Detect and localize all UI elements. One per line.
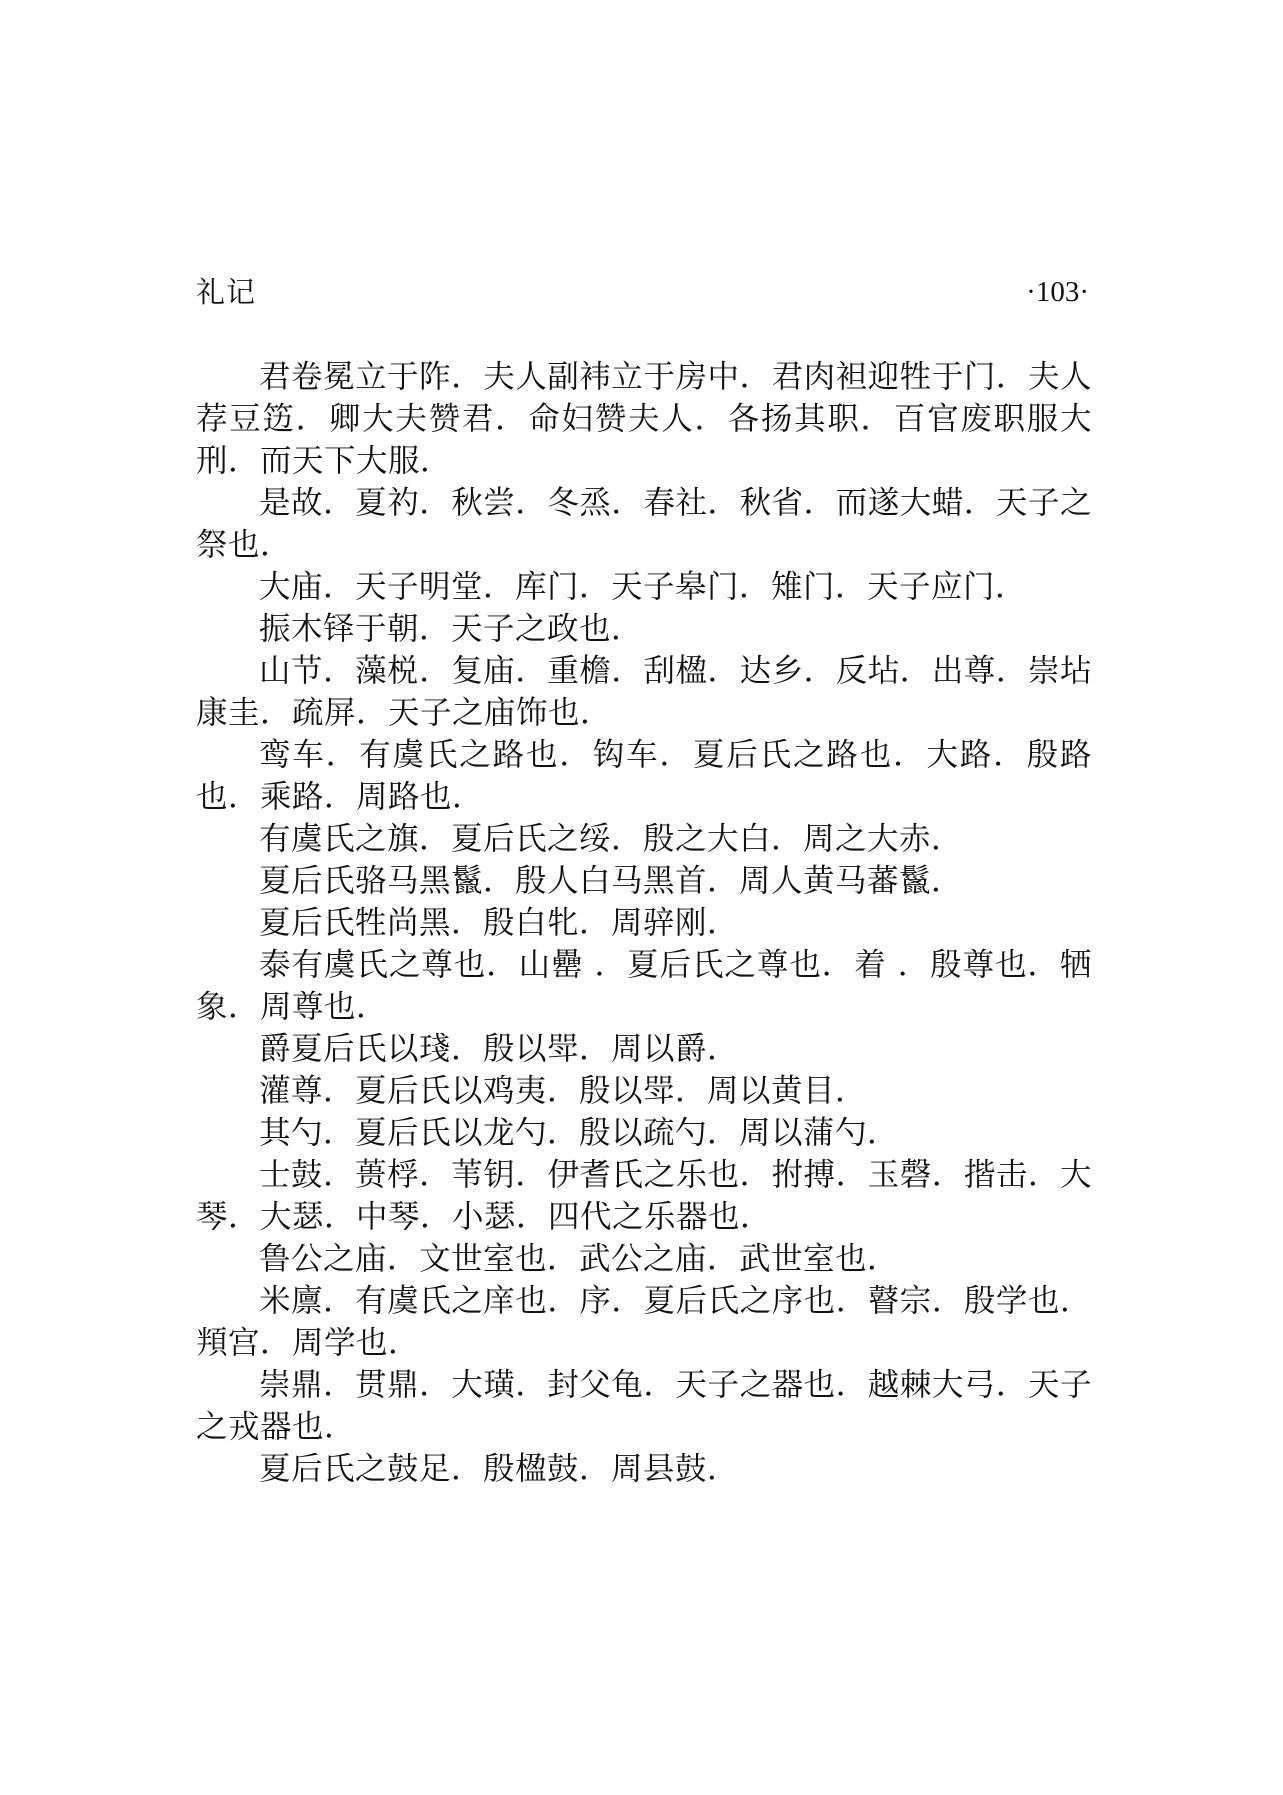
- paragraph: 崇鼎．贯鼎．大璜．封父龟．天子之器也．越棘大弓．天子之戎器也．: [196, 1367, 1092, 1445]
- paragraph: 其勺．夏后氏以龙勺．殷以疏勺．周以蒲勺．: [259, 1115, 900, 1151]
- paragraph: 鸾车．有虞氏之路也．钩车．夏后氏之路也．大路．殷路也．乘路．周路也．: [196, 737, 1092, 815]
- paragraph: 是故．夏礿．秋尝．冬烝．春社．秋省．而遂大蜡．天子之祭也．: [196, 485, 1092, 563]
- paragraph: 士鼓．蒉桴．苇钥．伊耆氏之乐也．拊搏．玉磬．揩击．大琴．大瑟．中琴．小瑟．四代之乐器也．: [196, 1157, 1092, 1235]
- body-text: [196, 356, 1092, 1490]
- page-header: [196, 270, 1089, 314]
- book-title: 礼记: [196, 275, 257, 309]
- paragraph: 夏后氏牲尚黑．殷白牝．周骍刚．: [259, 905, 740, 941]
- paragraph: 鲁公之庙．文世室也．武公之庙．武世室也．: [259, 1241, 900, 1277]
- paragraph: 有虞氏之旗．夏后氏之绥．殷之大白．周之大赤．: [259, 821, 964, 857]
- paragraph: 夏后氏骆马黑鬣．殷人白马黑首．周人黄马蕃鬣．: [259, 863, 964, 899]
- paragraph: 泰有虞氏之尊也．山罍 ．夏后氏之尊也．着 ．殷尊也．牺象．周尊也．: [196, 947, 1092, 1025]
- page-number: ·103·: [1026, 276, 1089, 308]
- paragraph: 振木铎于朝．天子之政也．: [259, 611, 644, 647]
- paragraph: 米廪．有虞氏之庠也．序．夏后氏之序也．瞽宗．殷学也．頖宫．周学也．: [196, 1283, 1092, 1361]
- paragraph: 大庙．天子明堂．库门．天子皋门．雉门．天子应门．: [259, 569, 1028, 605]
- paragraph: 夏后氏之鼓足．殷楹鼓．周县鼓．: [259, 1451, 740, 1487]
- paragraph: 君卷冕立于阼．夫人副袆立于房中．君肉袒迎牲于门．夫人荐豆笾．卿大夫赞君．命妇赞夫人．各扬其职．百官废职服大刑．而天下大服．: [196, 359, 1092, 479]
- paragraph: 爵夏后氏以琖．殷以斝．周以爵．: [259, 1031, 740, 1067]
- paragraph: 山节．藻棁．复庙．重檐．刮楹．达乡．反坫．出尊．崇坫康圭．疏屏．天子之庙饰也．: [196, 653, 1092, 731]
- paragraph: 灌尊．夏后氏以鸡夷．殷以斝．周以黄目．: [259, 1073, 868, 1109]
